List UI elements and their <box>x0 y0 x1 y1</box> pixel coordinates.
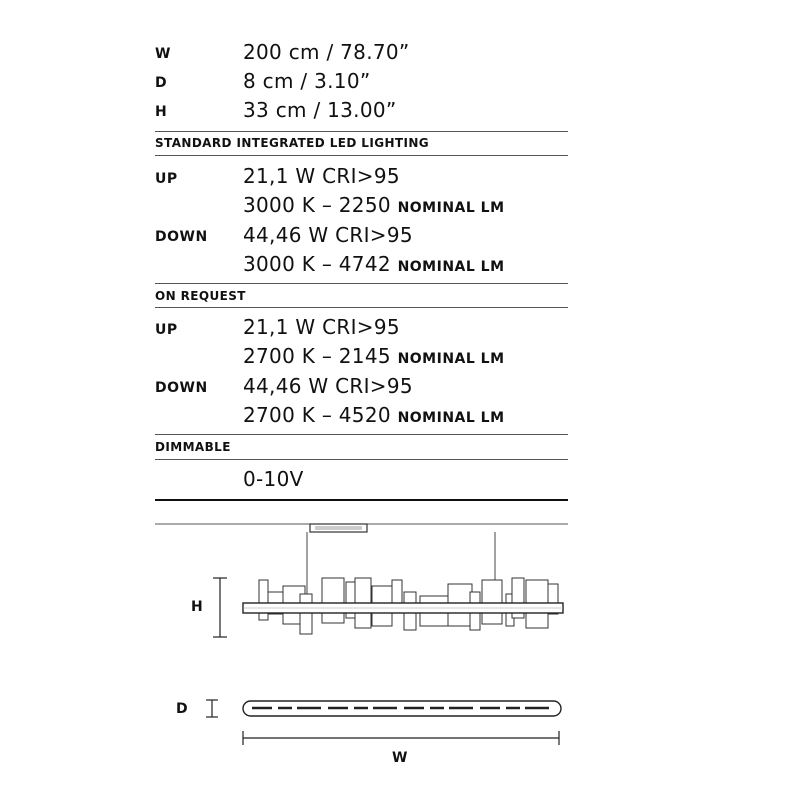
down-power: 44,46 W CRI>95 <box>243 223 413 247</box>
up-label: UP <box>155 322 178 338</box>
width-label: W <box>392 750 408 766</box>
lumen-unit: NOMINAL LM <box>397 200 505 216</box>
section-title-standard: STANDARD INTEGRATED LED LIGHTING <box>155 136 430 150</box>
depth-label: D <box>176 701 188 717</box>
section-title-on-request: ON REQUEST <box>155 289 246 303</box>
dimension-value: 8 cm / 3.10” <box>243 69 371 93</box>
up-power: 21,1 W CRI>95 <box>243 315 400 339</box>
dimmable-value: 0-10V <box>243 467 304 491</box>
down-label: DOWN <box>155 229 208 245</box>
lumen-unit: NOMINAL LM <box>397 259 505 275</box>
down-label: DOWN <box>155 380 208 396</box>
height-label: H <box>191 599 203 615</box>
lumen-unit: NOMINAL LM <box>397 351 505 367</box>
height-dimension-marker <box>213 578 227 637</box>
lumen-unit: NOMINAL LM <box>397 410 505 426</box>
dimension-label: D <box>155 75 168 91</box>
depth-dimension-marker <box>206 700 218 717</box>
dimension-label: W <box>155 46 171 62</box>
dimension-label: H <box>155 104 168 120</box>
down-temp: 3000 K – 4742 <box>243 252 391 276</box>
section-title-dimmable: DIMMABLE <box>155 440 231 454</box>
down-power: 44,46 W CRI>95 <box>243 374 413 398</box>
up-temp: 3000 K – 2250 <box>243 193 391 217</box>
down-temp: 2700 K – 4520 <box>243 403 391 427</box>
fixture-front-view <box>243 578 563 634</box>
up-label: UP <box>155 171 178 187</box>
dimension-value: 33 cm / 13.00” <box>243 98 397 122</box>
up-temp: 2700 K – 2145 <box>243 344 391 368</box>
dimension-value: 200 cm / 78.70” <box>243 40 410 64</box>
canopy-detail <box>315 526 362 530</box>
up-power: 21,1 W CRI>95 <box>243 164 400 188</box>
width-dimension-marker <box>243 731 559 745</box>
fixture-side-view <box>243 701 561 716</box>
